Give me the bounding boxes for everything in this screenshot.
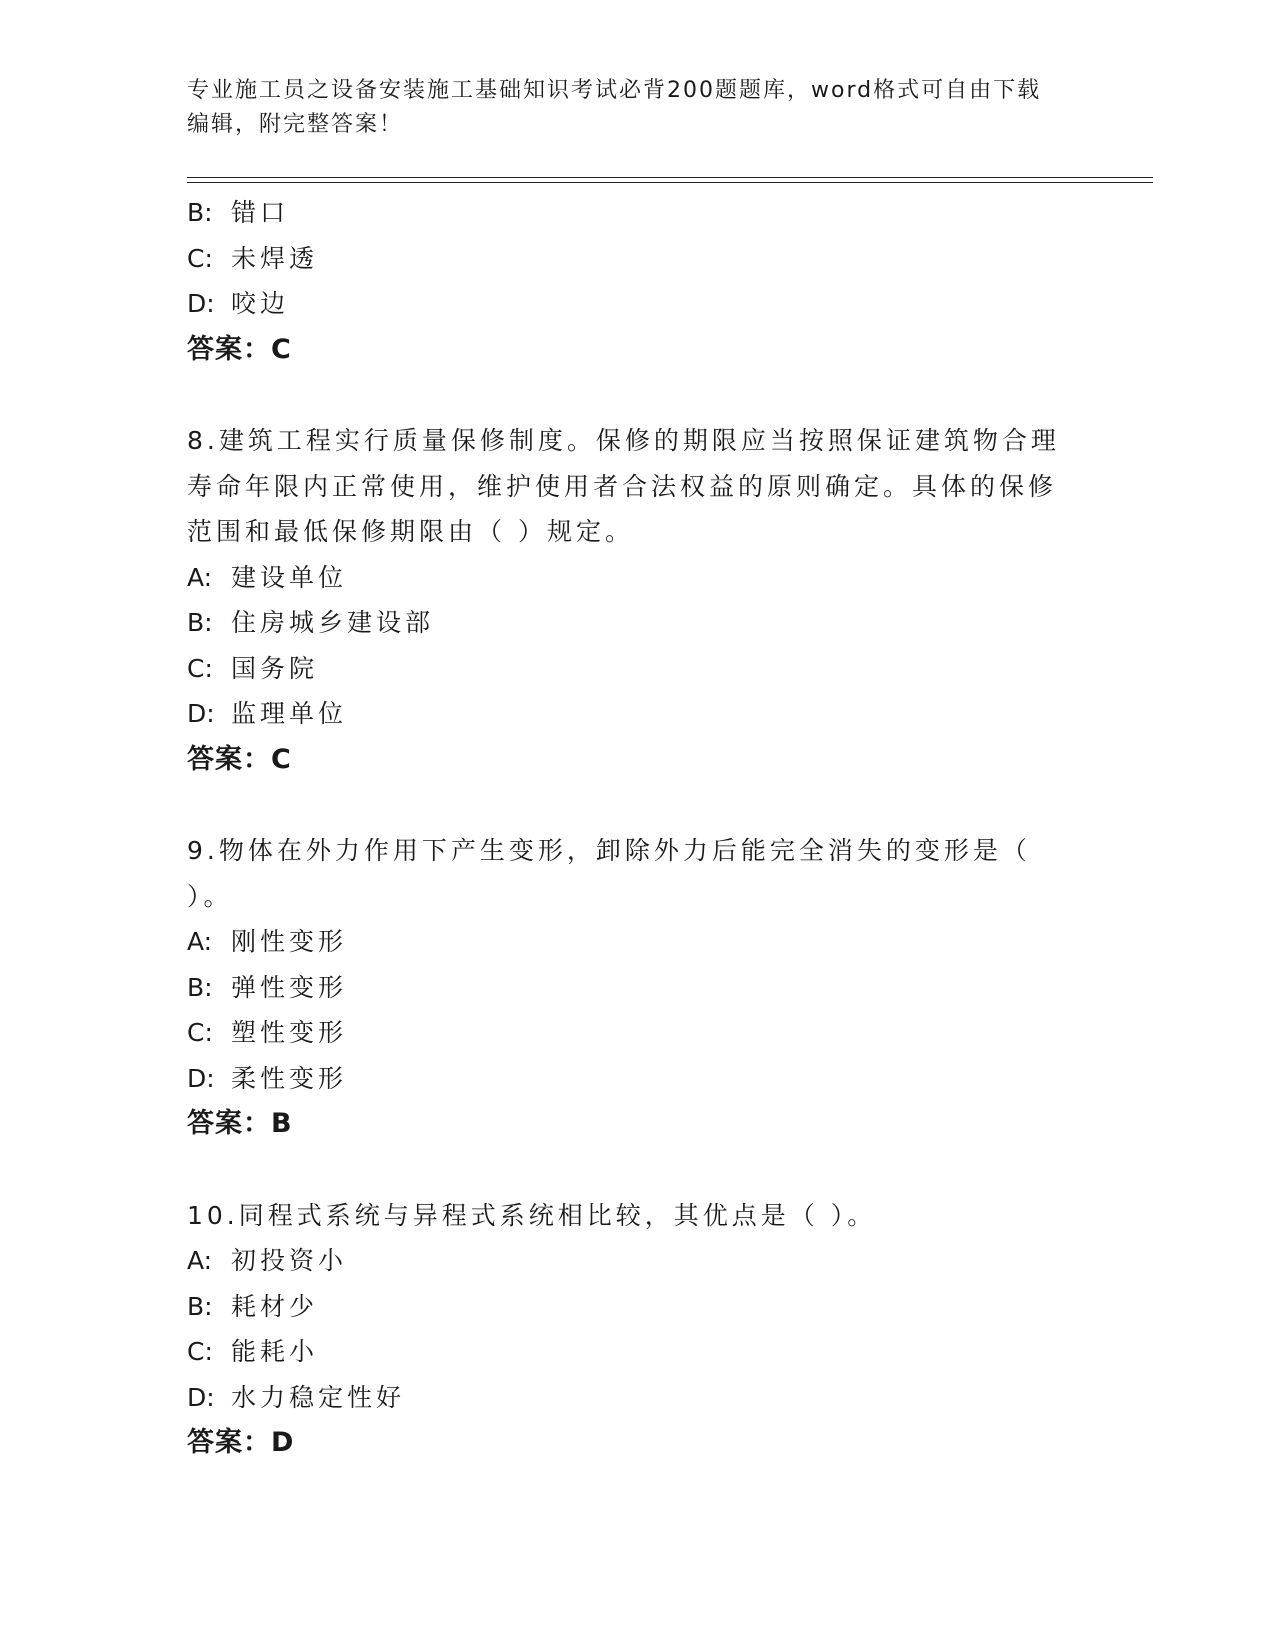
option-key: D: (187, 1063, 215, 1093)
option-key: C: (187, 1337, 213, 1366)
question-content (187, 190, 1087, 1466)
option-text: 刚性变形 (231, 927, 348, 956)
option-key: C: (187, 1018, 213, 1047)
option-text: 弹性变形 (231, 972, 348, 1002)
header-divider-bottom (187, 182, 1153, 183)
option-key: C: (187, 243, 213, 273)
option-text: 咬边 (231, 289, 290, 318)
option-c (187, 1010, 1087, 1056)
option-b (187, 1284, 1087, 1330)
option-key: B: (187, 198, 213, 227)
option-key: D: (187, 699, 215, 728)
header-divider-top (187, 177, 1153, 178)
option-key: D: (187, 289, 215, 318)
option-text: 塑性变形 (231, 1018, 348, 1047)
option-key: C: (187, 653, 213, 683)
header-line-2: 编辑，附完整答案！ (187, 112, 404, 137)
option-key: D: (187, 1382, 215, 1412)
option-c (187, 236, 1087, 282)
answer: 答案：B (187, 1108, 293, 1139)
question-10 (187, 1193, 1087, 1466)
question-stem: 8.建筑工程实行质量保修制度。保修的期限应当按照保证建筑物合理寿命年限内正常使用，维护使用者合法权益的原则确定。具体的保修范围和最低保修期限由（ ）规定。 (187, 426, 1060, 546)
option-b (187, 600, 1087, 646)
option-c (187, 646, 1087, 692)
question-9 (187, 828, 1087, 1147)
option-key: B: (187, 1291, 213, 1321)
option-c (187, 1329, 1087, 1375)
option-d (187, 1056, 1087, 1102)
option-key: B: (187, 608, 213, 637)
header-line-1: 专业施工员之设备安装施工基础知识考试必背200题题库，word格式可自由下载 (187, 78, 1042, 103)
option-b (187, 190, 1087, 236)
option-a (187, 1238, 1087, 1284)
option-key: B: (187, 972, 213, 1002)
question-7-continued (187, 190, 1087, 372)
option-key: A: (187, 927, 213, 956)
option-text: 建设单位 (231, 562, 348, 592)
answer: 答案：D (187, 1427, 295, 1458)
option-text: 监理单位 (231, 699, 348, 728)
answer: 答案：C (187, 743, 292, 775)
question-8 (187, 418, 1087, 782)
option-text: 未焊透 (231, 243, 319, 273)
option-text: 水力稳定性好 (231, 1382, 406, 1412)
option-a (187, 919, 1087, 965)
option-text: 住房城乡建设部 (231, 608, 435, 637)
option-key: A: (187, 562, 213, 592)
option-d (187, 1375, 1087, 1421)
option-text: 柔性变形 (231, 1063, 348, 1093)
option-key: A: (187, 1246, 213, 1275)
option-b (187, 965, 1087, 1011)
option-a (187, 555, 1087, 601)
answer: 答案：C (187, 333, 292, 365)
option-text: 耗材少 (231, 1291, 319, 1321)
option-text: 能耗小 (231, 1337, 319, 1366)
option-d (187, 691, 1087, 737)
question-stem: 9.物体在外力作用下产生变形，卸除外力后能完全消失的变形是（ ）。 (187, 836, 1031, 911)
option-d (187, 281, 1087, 327)
document-header (187, 74, 1087, 142)
option-text: 初投资小 (231, 1246, 348, 1275)
option-text: 国务院 (231, 653, 319, 683)
option-text: 错口 (231, 198, 290, 227)
question-stem: 10.同程式系统与异程式系统相比较，其优点是（ ）。 (187, 1200, 877, 1230)
